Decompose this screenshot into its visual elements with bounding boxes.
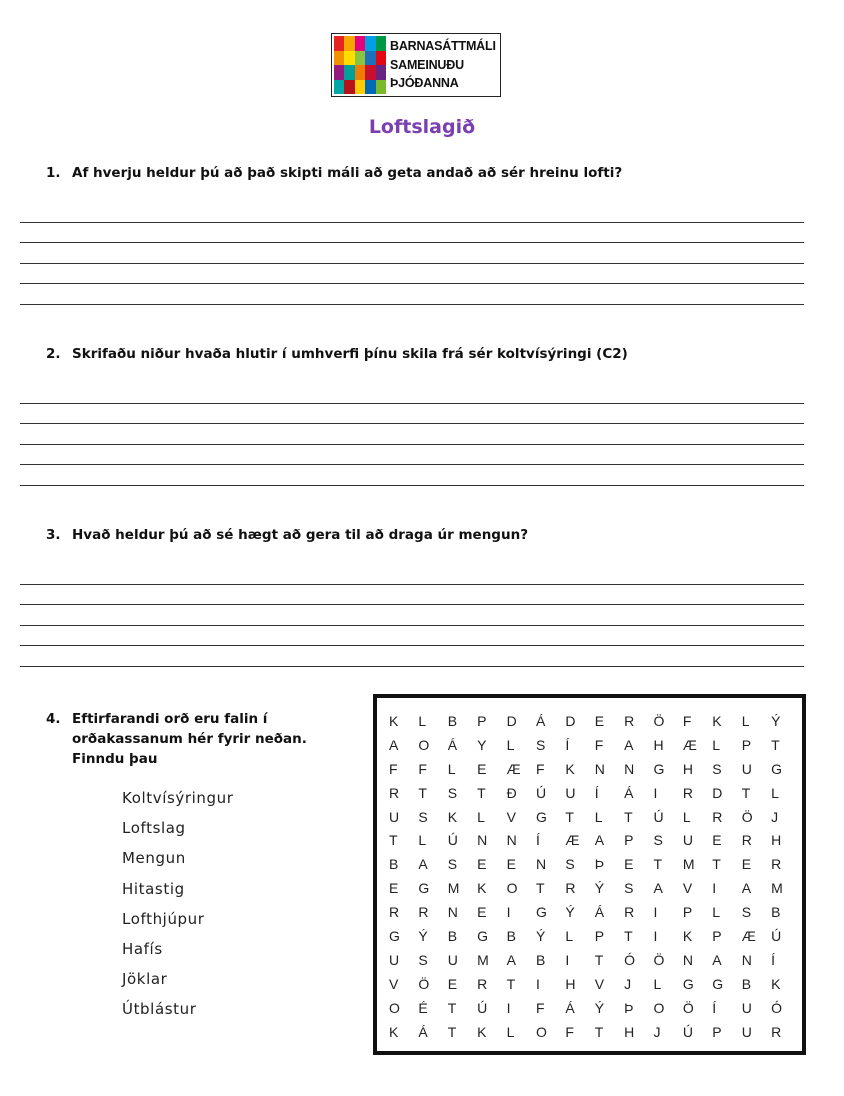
grid-letter[interactable]: B xyxy=(741,975,752,992)
question-text: Skrifaðu niður hvaða hlutir í umhverfi þínu skila frá sér koltvísýringi (C2) xyxy=(72,346,628,362)
question-number: 4. xyxy=(46,711,61,727)
grid-letter[interactable]: E xyxy=(594,713,605,729)
grid-letter[interactable]: M xyxy=(477,951,489,968)
grid-letter[interactable]: G xyxy=(418,880,430,897)
question-number: 1. xyxy=(46,165,61,181)
grid-letter[interactable]: A xyxy=(594,832,605,849)
grid-letter[interactable]: D xyxy=(712,784,723,801)
word-search-box xyxy=(373,694,806,1055)
grid-letter[interactable]: V xyxy=(389,975,399,992)
grid-letter[interactable]: A xyxy=(624,736,634,753)
grid-letter[interactable]: M xyxy=(771,880,783,897)
grid-letter[interactable]: U xyxy=(389,951,400,968)
logo-mosaic-tile xyxy=(334,36,344,51)
grid-letter[interactable]: O xyxy=(389,999,400,1016)
logo-line: SAMEINUÐU xyxy=(390,57,464,72)
logo-mosaic-tile xyxy=(365,80,375,95)
grid-letter[interactable]: Ó xyxy=(624,951,636,968)
grid-letter[interactable]: F xyxy=(682,713,692,729)
logo-mosaic-tile xyxy=(355,65,365,80)
grid-letter[interactable]: S xyxy=(741,904,752,921)
grid-letter[interactable]: O xyxy=(653,999,665,1016)
grid-letter[interactable]: K xyxy=(565,760,575,777)
grid-letter[interactable]: T xyxy=(565,808,574,825)
grid-letter[interactable]: F xyxy=(418,760,427,777)
logo-mosaic-tile xyxy=(355,51,365,66)
grid-letter[interactable]: E xyxy=(741,856,752,873)
logo-mosaic-tile xyxy=(344,36,354,51)
grid-letter[interactable]: R xyxy=(712,808,723,825)
grid-row xyxy=(389,1022,800,1046)
grid-letter[interactable]: E xyxy=(389,880,399,897)
grid-letter[interactable]: R xyxy=(624,904,635,921)
logo-mosaic-tile xyxy=(355,36,365,51)
grid-letter[interactable]: R xyxy=(771,1023,782,1040)
grid-letter[interactable]: Ö xyxy=(418,975,430,992)
grid-letter[interactable]: G xyxy=(653,760,665,777)
grid-letter[interactable]: B xyxy=(771,904,781,921)
grid-letter[interactable]: H xyxy=(624,1023,635,1040)
grid-row xyxy=(389,926,800,950)
question-2 xyxy=(46,346,628,362)
grid-letter[interactable]: Ö xyxy=(653,951,665,968)
grid-letter[interactable]: Á xyxy=(624,784,634,801)
word-list-item: Loftslag xyxy=(122,819,186,838)
grid-letter[interactable]: A xyxy=(712,951,722,968)
grid-letter[interactable]: T xyxy=(712,856,721,873)
grid-row xyxy=(389,998,800,1022)
grid-letter[interactable]: R xyxy=(624,713,635,729)
grid-letter[interactable]: F xyxy=(535,999,545,1016)
question-4-text-line: Finndu þau xyxy=(72,751,158,767)
question-4 xyxy=(46,709,346,769)
grid-letter[interactable]: T xyxy=(594,1023,604,1040)
logo-line: BARNASÁTTMÁLI xyxy=(390,39,496,53)
grid-letter[interactable]: K xyxy=(712,713,722,729)
grid-letter[interactable]: R xyxy=(771,856,782,873)
grid-letter[interactable]: G xyxy=(712,975,724,992)
grid-letter[interactable]: V xyxy=(594,975,605,992)
grid-letter[interactable]: R xyxy=(389,784,400,801)
grid-letter[interactable]: P xyxy=(741,736,752,753)
grid-letter[interactable]: S xyxy=(624,880,634,897)
grid-letter[interactable]: Á xyxy=(565,999,575,1016)
question-number: 3. xyxy=(46,527,61,543)
grid-letter[interactable]: G xyxy=(535,904,547,921)
grid-letter[interactable]: I xyxy=(535,975,540,992)
grid-letter[interactable]: G xyxy=(477,928,489,945)
word-list-item: Mengun xyxy=(122,849,186,868)
grid-letter[interactable]: Ð xyxy=(506,784,517,801)
grid-letter[interactable]: K xyxy=(389,1023,399,1040)
grid-letter[interactable]: T xyxy=(535,880,545,897)
grid-letter[interactable]: I xyxy=(712,880,717,897)
grid-letter[interactable]: G xyxy=(389,928,400,945)
grid-letter[interactable]: L xyxy=(506,736,515,753)
grid-letter[interactable]: S xyxy=(653,832,663,849)
grid-letter[interactable]: U xyxy=(741,760,752,777)
grid-letter[interactable]: V xyxy=(682,880,693,897)
question-number: 2. xyxy=(46,346,61,362)
grid-row xyxy=(389,974,800,998)
grid-letter[interactable]: Ö xyxy=(653,713,665,729)
grid-row xyxy=(389,950,800,974)
grid-letter[interactable]: B xyxy=(506,928,516,945)
grid-letter[interactable]: T xyxy=(506,975,516,992)
grid-letter[interactable]: Þ xyxy=(594,856,605,873)
un-crc-logo xyxy=(331,33,501,97)
question-text: Hvað heldur þú að sé hægt að gera til að draga úr mengun? xyxy=(72,527,529,543)
logo-mosaic-tile xyxy=(334,65,344,80)
grid-letter[interactable]: T xyxy=(477,784,486,801)
grid-letter[interactable]: Ú xyxy=(535,784,547,801)
grid-letter[interactable]: L xyxy=(477,808,485,825)
grid-letter[interactable]: T xyxy=(741,784,751,801)
grid-letter[interactable]: E xyxy=(506,856,516,873)
grid-letter[interactable]: L xyxy=(682,808,691,825)
question-4-text-line: Eftirfarandi orð eru falin í xyxy=(72,711,268,727)
grid-letter[interactable]: E xyxy=(477,856,487,873)
grid-letter[interactable]: I xyxy=(653,904,658,921)
grid-letter[interactable]: N xyxy=(447,904,458,921)
grid-letter[interactable]: K xyxy=(682,928,693,945)
grid-row xyxy=(389,830,800,854)
grid-letter[interactable]: E xyxy=(624,856,634,873)
answer-lines-3[interactable] xyxy=(20,564,804,667)
word-list-item: Lofthjúpur xyxy=(122,909,205,928)
grid-letter[interactable]: T xyxy=(447,1023,457,1040)
grid-letter[interactable]: T xyxy=(594,951,604,968)
grid-letter[interactable]: R xyxy=(682,784,694,801)
grid-letter[interactable]: H xyxy=(653,736,664,753)
grid-letter[interactable]: Æ xyxy=(506,760,521,777)
grid-letter[interactable]: E xyxy=(477,760,487,777)
word-list-item: Hafís xyxy=(122,939,163,958)
grid-letter[interactable]: Ó xyxy=(771,999,782,1016)
logo-mosaic-tile xyxy=(376,80,386,95)
question-text: Af hverju heldur þú að það skipti máli að geta andað að sér hreinu lofti? xyxy=(72,165,623,181)
logo-mosaic-tile xyxy=(365,36,375,51)
grid-letter[interactable]: L xyxy=(741,713,750,729)
question-1 xyxy=(46,165,622,181)
grid-letter[interactable]: U xyxy=(565,784,576,801)
grid-letter[interactable]: P xyxy=(624,832,634,849)
word-list-item: Hitastig xyxy=(122,879,185,898)
grid-letter[interactable]: O xyxy=(418,736,430,753)
grid-letter[interactable]: K xyxy=(771,975,781,992)
grid-letter[interactable]: Æ xyxy=(741,928,756,945)
grid-letter[interactable]: U xyxy=(741,1023,752,1040)
grid-letter[interactable]: I xyxy=(653,784,658,801)
grid-letter[interactable]: Í xyxy=(712,999,717,1016)
grid-letter[interactable]: K xyxy=(477,1023,487,1040)
grid-letter[interactable]: J xyxy=(653,1023,661,1040)
page-title: Loftslagið xyxy=(368,116,476,138)
grid-letter[interactable]: T xyxy=(418,784,427,801)
grid-letter[interactable]: Í xyxy=(771,951,775,968)
grid-letter[interactable]: I xyxy=(565,951,570,968)
grid-letter[interactable]: Í xyxy=(565,736,570,753)
grid-letter[interactable]: Á xyxy=(418,1023,428,1040)
grid-letter[interactable]: R xyxy=(565,880,576,897)
grid-letter[interactable]: L xyxy=(712,736,721,753)
grid-letter[interactable]: T xyxy=(624,928,633,945)
grid-letter[interactable]: A xyxy=(418,856,428,873)
grid-letter[interactable]: P xyxy=(712,1023,722,1040)
grid-row xyxy=(389,759,800,783)
grid-letter[interactable]: Ý xyxy=(418,928,428,945)
logo-mosaic-tile xyxy=(376,65,386,80)
logo-line: ÞJÓÐANNA xyxy=(390,76,459,90)
grid-letter[interactable]: Ý xyxy=(535,928,546,945)
grid-letter[interactable]: S xyxy=(712,760,722,777)
answer-lines-1[interactable] xyxy=(20,202,804,305)
grid-letter[interactable]: Ú xyxy=(653,808,664,825)
grid-letter[interactable]: N xyxy=(624,760,635,777)
grid-letter[interactable]: K xyxy=(477,880,487,897)
grid-letter[interactable]: L xyxy=(418,832,427,849)
word-search-grid xyxy=(389,711,800,1045)
grid-letter[interactable]: S xyxy=(535,736,546,753)
grid-letter[interactable]: Á xyxy=(447,736,458,753)
grid-letter[interactable]: K xyxy=(389,713,399,729)
grid-letter[interactable]: D xyxy=(506,713,517,729)
grid-letter[interactable]: U xyxy=(447,951,458,968)
logo-mosaic-tile xyxy=(344,80,354,95)
grid-letter[interactable]: S xyxy=(418,951,428,968)
grid-letter[interactable]: Ý xyxy=(771,713,781,729)
grid-letter[interactable]: F xyxy=(389,760,398,777)
logo-mosaic-tile xyxy=(334,80,344,95)
grid-letter[interactable]: M xyxy=(682,856,695,873)
grid-row xyxy=(389,783,800,807)
logo-mosaic-tile xyxy=(365,65,375,80)
grid-letter[interactable]: J xyxy=(771,808,779,825)
grid-letter[interactable]: L xyxy=(506,1023,515,1040)
grid-letter[interactable]: T xyxy=(624,808,633,825)
grid-letter[interactable]: A xyxy=(741,880,752,897)
grid-letter[interactable]: T xyxy=(389,832,398,849)
grid-letter[interactable]: U xyxy=(741,999,752,1016)
grid-letter[interactable]: I xyxy=(506,904,511,921)
grid-letter[interactable]: L xyxy=(565,928,574,945)
word-list xyxy=(122,788,234,1030)
grid-letter[interactable]: S xyxy=(418,808,428,825)
grid-letter[interactable]: L xyxy=(594,808,603,825)
grid-letter[interactable]: É xyxy=(418,999,428,1016)
grid-letter[interactable]: Ú xyxy=(447,832,458,849)
grid-letter[interactable]: E xyxy=(477,904,487,921)
grid-letter[interactable]: N xyxy=(535,856,547,873)
grid-letter[interactable]: U xyxy=(682,832,694,849)
grid-letter[interactable]: H xyxy=(771,832,782,849)
grid-letter[interactable]: L xyxy=(771,784,779,801)
answer-lines-2[interactable] xyxy=(20,383,804,486)
grid-letter[interactable]: K xyxy=(447,808,458,825)
grid-letter[interactable]: Ý xyxy=(594,880,605,897)
grid-letter[interactable]: L xyxy=(447,760,456,777)
grid-letter[interactable]: Æ xyxy=(565,832,580,849)
logo-mosaic-tile xyxy=(334,51,344,66)
grid-letter[interactable]: G xyxy=(535,808,547,825)
grid-letter[interactable]: P xyxy=(712,928,722,945)
logo-color-mosaic xyxy=(334,36,386,94)
grid-letter[interactable]: N xyxy=(682,951,694,968)
grid-letter[interactable]: O xyxy=(535,1023,547,1040)
grid-letter[interactable]: N xyxy=(477,832,488,849)
logo-mosaic-tile xyxy=(344,51,354,66)
grid-letter[interactable]: Ú xyxy=(477,999,488,1016)
grid-letter[interactable]: H xyxy=(565,975,576,992)
grid-letter[interactable]: B xyxy=(447,713,458,729)
grid-letter[interactable]: Í xyxy=(535,832,540,849)
logo-mosaic-tile xyxy=(344,65,354,80)
grid-letter[interactable]: T xyxy=(653,856,663,873)
grid-letter[interactable]: F xyxy=(535,760,545,777)
word-list-item: Jöklar xyxy=(122,970,168,989)
grid-row xyxy=(389,711,800,735)
grid-letter[interactable]: A xyxy=(506,951,516,968)
grid-letter[interactable]: R xyxy=(477,975,488,992)
grid-letter[interactable]: Y xyxy=(477,736,487,753)
grid-letter[interactable]: L xyxy=(712,904,721,921)
grid-letter[interactable]: T xyxy=(447,999,457,1016)
grid-letter[interactable]: Ö xyxy=(682,999,694,1016)
grid-letter[interactable]: E xyxy=(447,975,458,992)
logo-mosaic-tile xyxy=(365,51,375,66)
logo-text xyxy=(390,37,496,93)
grid-letter[interactable]: N xyxy=(506,832,517,849)
logo-mosaic-tile xyxy=(355,80,365,95)
grid-letter[interactable]: Ú xyxy=(771,928,782,945)
grid-letter[interactable]: P xyxy=(477,713,487,729)
grid-letter[interactable]: O xyxy=(506,880,518,897)
grid-letter[interactable]: S xyxy=(565,856,575,873)
question-3 xyxy=(46,527,528,543)
grid-letter[interactable]: A xyxy=(389,736,399,753)
logo-mosaic-tile xyxy=(376,36,386,51)
grid-letter[interactable]: R xyxy=(418,904,429,921)
grid-letter[interactable]: T xyxy=(771,736,780,753)
grid-letter[interactable]: F xyxy=(565,1023,574,1040)
grid-row xyxy=(389,807,800,831)
grid-letter[interactable]: Þ xyxy=(624,999,634,1016)
grid-letter[interactable]: Ý xyxy=(594,999,605,1016)
grid-letter[interactable]: D xyxy=(565,713,576,729)
grid-row xyxy=(389,878,800,902)
grid-letter[interactable]: R xyxy=(741,832,752,849)
grid-letter[interactable]: J xyxy=(624,975,632,992)
grid-letter[interactable]: E xyxy=(712,832,722,849)
grid-row xyxy=(389,902,800,926)
grid-letter[interactable]: L xyxy=(418,713,427,729)
grid-letter[interactable]: N xyxy=(594,760,605,777)
grid-letter[interactable]: H xyxy=(682,760,694,777)
word-list-item: Koltvísýringur xyxy=(122,789,234,807)
grid-letter[interactable]: B xyxy=(389,856,399,873)
grid-letter[interactable]: G xyxy=(771,760,782,777)
grid-letter[interactable]: P xyxy=(594,928,605,945)
grid-row xyxy=(389,854,800,878)
grid-letter[interactable]: B xyxy=(535,951,546,968)
grid-letter[interactable]: I xyxy=(506,999,511,1016)
grid-letter[interactable]: Ú xyxy=(682,1023,694,1040)
grid-letter[interactable]: S xyxy=(447,856,458,873)
grid-letter[interactable]: Í xyxy=(594,784,599,801)
grid-letter[interactable]: U xyxy=(389,808,400,825)
grid-letter[interactable]: Æ xyxy=(682,736,697,753)
grid-letter[interactable]: V xyxy=(506,808,516,825)
grid-letter[interactable]: R xyxy=(389,904,400,921)
grid-letter[interactable]: L xyxy=(653,975,662,992)
grid-row xyxy=(389,735,800,759)
grid-letter[interactable]: P xyxy=(682,904,693,921)
word-list-item: Útblástur xyxy=(122,1000,197,1019)
grid-letter[interactable]: G xyxy=(682,975,694,992)
grid-letter[interactable]: Ö xyxy=(741,808,753,825)
grid-letter[interactable]: I xyxy=(653,928,658,945)
grid-letter[interactable]: N xyxy=(741,951,752,968)
grid-letter[interactable]: B xyxy=(447,928,458,945)
grid-letter[interactable]: Á xyxy=(535,713,546,729)
grid-letter[interactable]: A xyxy=(653,880,663,897)
logo-mosaic-tile xyxy=(376,51,386,66)
grid-letter[interactable]: S xyxy=(447,784,458,801)
grid-letter[interactable]: F xyxy=(594,736,604,753)
grid-letter[interactable]: M xyxy=(447,880,460,897)
grid-letter[interactable]: Ý xyxy=(565,904,575,921)
grid-letter[interactable]: Á xyxy=(594,904,605,921)
question-4-text-line: orðakassanum hér fyrir neðan. xyxy=(72,731,307,747)
